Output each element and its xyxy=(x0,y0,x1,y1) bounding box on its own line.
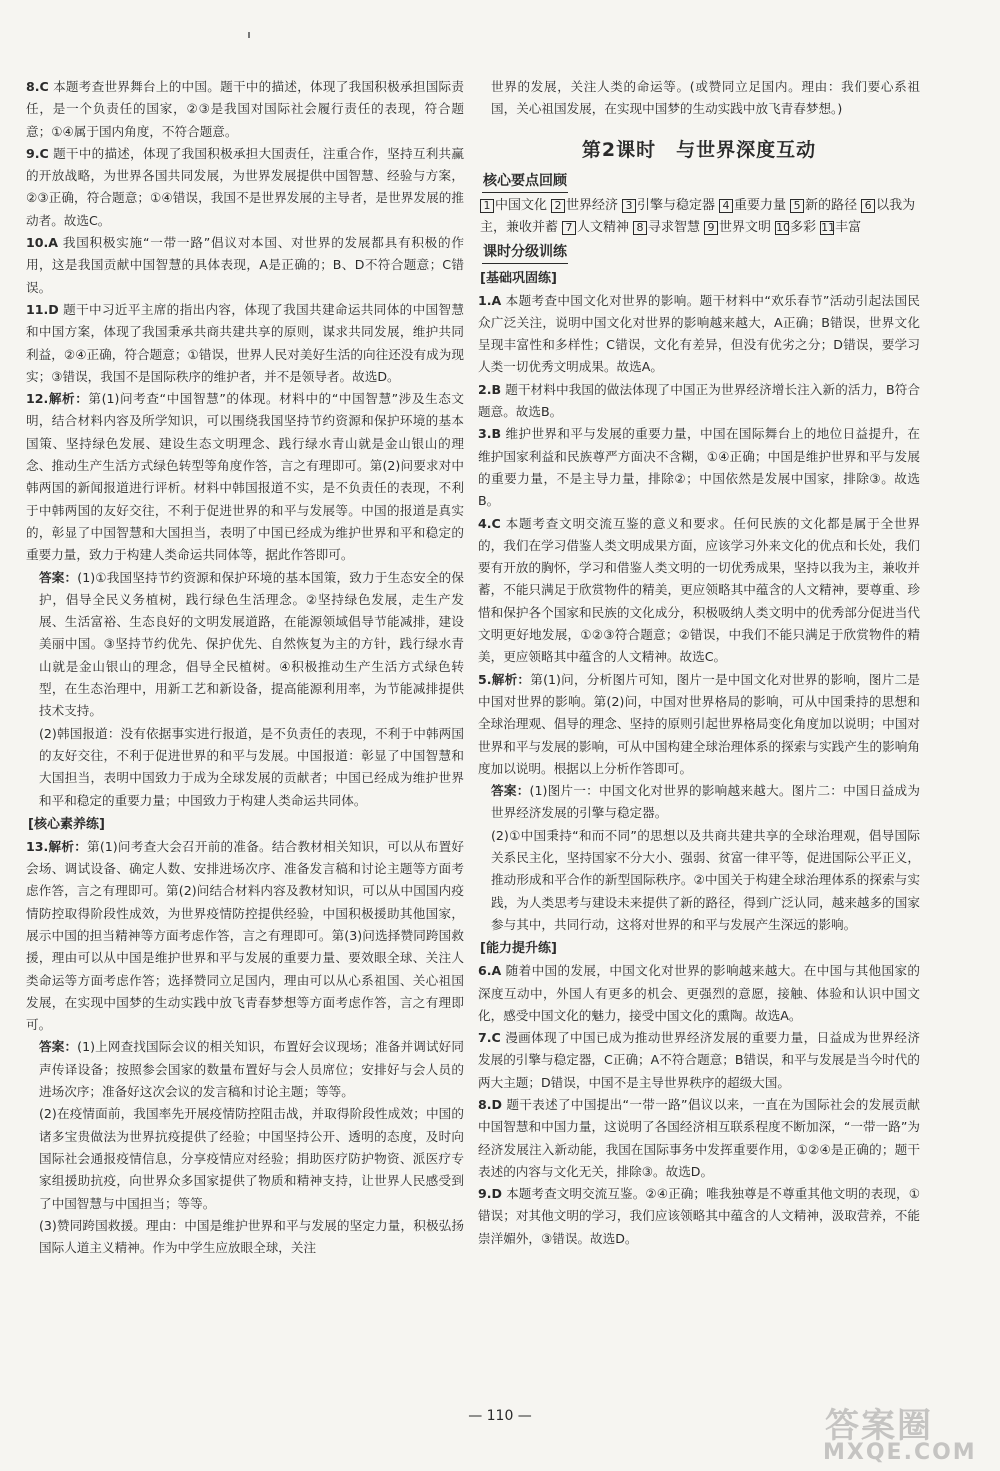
key-point-text: 以我为主，兼收并蓄 xyxy=(480,197,916,235)
answer-item-10: 10.A 我国积极实施“一带一路”倡议对本国、对世界的发展都具有积极的作用，这是我国贡献中国智慧的具体表现，A是正确的；B、D不符合题意；C错误。 xyxy=(26,235,464,295)
key-point-item xyxy=(704,220,771,235)
answer-13-continuation: 世界的发展，关注人类的命运等。(或赞同立足国内。理由：我们要心系祖国，关心祖国发展，在实现中国梦的生动实践中放飞青春梦想。) xyxy=(491,79,920,117)
answer-item-7: 7.C 漫画体现了中国已成为推动世界经济发展的重要力量，日益成为世界经济发展的引擎与稳定器，C正确；A不符合题意；B错误，和平与发展是当今时代的两大主题；D错误，中国不是主导世界秩序的超级大国。 xyxy=(478,1030,920,1090)
answer-12-part2: (2)韩国报道：没有依据事实进行报道，是不负责任的表现，不利于中韩两国的友好交往，不利于促进世界的和平与发展。中国报道：彰显了中国智慧和大国担当，表明中国致力于成为全球发展的贡献者；中国已经成为维护世界和平和稳定的重要力量；中国致力于构建人类命运共同体。 xyxy=(39,725,464,808)
key-point-number: 3 xyxy=(622,199,636,213)
answer-item-4: 4.C 本题考查文明交流互鉴的意义和要求。任何民族的文化都是属于全世界的，我们在学习借鉴人类文明成果方面，应该学习外来文化的优点和长处，我们要有开放的胸怀，学习和借鉴人类文明的一切优秀成果，坚持以我为主，兼收并蓄，不能只满足于欣赏物件的精美，更应领略其中蕴含的人文精神，要尊重、珍惜和保护各个国家和民族的文化成分，积极吸纳人类文明中的优秀部分促进当代文明更好地发展，①②③符合题意；②错误，中我们不能只满足于欣赏物件的精美，更应领略其中蕴含的人文精神。故选C。 xyxy=(478,515,920,665)
key-point-text: 新的路径 xyxy=(805,197,858,213)
key-point-item xyxy=(480,198,547,213)
key-point-text: 世界经济 xyxy=(566,197,619,213)
watermark-url: MXQE.COM xyxy=(823,1440,977,1465)
answer-item-6: 6.A 随着中国的发展，中国文化对世界的影响越来越大。在中国与其他国家的深度互动中，外国人有更多的机会、更强烈的意愿，接触、体验和认识中国文化，感受中国文化的魅力，接受中国文化的熏陶。故选A。 xyxy=(478,963,920,1023)
key-point-item xyxy=(633,220,700,235)
answer-item-1: 1.A 本题考查中国文化对世界的影响。题干材料中“欢乐春节”活动引起法国民众广泛关注，说明中国文化对世界的影响越来越大，A正确；B错误，世界文化呈现丰富性和多样性；C错误，文化有差异，但没有优劣之分；D错误，要学习人类一切优秀文明成果。故选A。 xyxy=(478,292,920,375)
training-heading: 课时分级训练 xyxy=(482,241,568,264)
answer-13-part3: (3)赞同跨国救援。理由：中国是维护世界和平与发展的坚定力量，积极弘扬国际人道主义精神。作为中学生应放眼全球，关注 xyxy=(39,1217,464,1256)
answer-item-3: 3.B 维护世界和平与发展的重要力量，中国在国际舞台上的地位日益提升，在维护国家利益和民族尊严方面决不含糊，①④正确；中国是维护世界和平与发展的重要力量，不是主导力量，排除②；中国依然是发展中国家，排除③。故选B。 xyxy=(478,426,920,509)
answer-13-part1: 答案：(1)上网查找国际会议的相关知识，布置好会议现场；准备并调试好同声传译设备；按照参会国家的数量布置好与会人员席位；安排好与会人员的进场次序；准备好这次会议的发言稿和讨论主题；等等。 xyxy=(39,1039,464,1100)
answer-5-part2: (2)①中国秉持“和而不同”的思想以及共商共建共享的全球治理观，倡导国际关系民主化，坚持国家不分大小、强弱、贫富一律平等，促进国际公平正义，推动形成和平合作的新型国际秩序。②中国关于构建全球治理体系的探索与实践，为人类思考与建设未来提供了新的路径，得到广泛认同，越来越多的国家参与其中，共同行动，这将对世界的和平与发展产生深远的影响。 xyxy=(491,827,920,932)
answer-item-2: 2.B 题干材料中我国的做法体现了中国正为世界经济增长注入新的活力，B符合题意。故选B。 xyxy=(478,381,920,420)
right-column xyxy=(478,76,920,1250)
section-basic: [基础巩固练] xyxy=(480,270,557,286)
scan-mark xyxy=(248,32,250,38)
key-point-text: 丰富 xyxy=(835,219,862,235)
key-point-number: 8 xyxy=(633,221,647,235)
answer-item-5: 5.解析：第(1)问，分析图片可知，图片一是中国文化对世界的影响，图片二是中国对世界的影响。第(2)问，中国对世界格局的影响，可从中国秉持的思想和全球治理观、倡导的理念、坚持的原则引起世界格局变化角度加以说明；中国对世界和平与发展的影响，可从中国构建全球治理体系的探索与实践产生的影响角度加以说明。根据以上分析作答即可。 xyxy=(478,671,920,776)
key-point-number: 6 xyxy=(861,199,875,213)
answer-item-9-right: 9.D 本题考查文明交流互鉴。②④正确；唯我独尊是不尊重其他文明的表现，①错误；对其他文明的学习，我们应该领略其中蕴含的人文精神，汲取营养，不能崇洋媚外，③错误。故选D。 xyxy=(478,1186,920,1246)
answer-item-13: 13.解析：第(1)问考查大会召开前的准备。结合教材相关知识，可以从布置好会场、调试设备、确定人数、安排进场次序、准备发言稿和讨论主题等方面考虑作答，言之有理即可。第(2)问结合材料内容及教材知识，可以从中国国内疫情防控取得阶段性成效，为世界疫情防控提供经验，中国积极援助其他国家，展示中国的担当精神等方面考虑作答，言之有理即可。第(3)问选择赞同跨国救援，理由可以从中国是维护世界和平与发展的重要力量、要效眼全球、关注人类命运等方面考虑作答；选择赞同立足国内，理由可以从心系祖国、关心祖国发展，在实现中国梦的生动实践中放飞青春梦想等方面考虑作答，言之有理即可。 xyxy=(26,838,465,1033)
key-point-text: 重要力量 xyxy=(734,197,787,213)
key-point-number: 11 xyxy=(821,220,836,234)
watermark-logo xyxy=(795,1398,995,1468)
key-point-number: 5 xyxy=(790,199,804,213)
key-points xyxy=(478,195,920,239)
watermark-text: 答案圈 xyxy=(825,1406,933,1446)
answer-13-part2: (2)在疫情面前，我国率先开展疫情防控阻击战，并取得阶段性成效；中国的诸多宝贵做法为世界抗疫提供了经验；中国坚持公开、透明的态度，及时向国际社会通报疫情信息，分享疫情应对经验；捐助医疗防护物资、派医疗专家组援助抗疫，向世界众多国家提供了物质和精神支持，让世界人民感受到了中国智慧与中国担当；等等。 xyxy=(39,1106,464,1211)
key-point-number: 10 xyxy=(776,220,791,234)
key-point-text: 引擎与稳定器 xyxy=(637,197,716,213)
key-point-number: 9 xyxy=(704,221,718,235)
key-point-item xyxy=(820,220,861,235)
key-point-number: 7 xyxy=(562,221,576,235)
key-point-text: 世界文明 xyxy=(719,219,772,235)
key-point-item xyxy=(622,198,715,213)
answer-item-8-right: 8.D 题干表述了中国提出“一带一路”倡议以来，一直在为国际社会的发展贡献中国智慧和中国力量，这说明了各国经济相互联系程度不断加深，“一带一路”为经济发展注入新动能，我国在国际事务中发挥重要作用，①②④是正确的；题干表述的内容与文化无关，排除③。故选D。 xyxy=(478,1096,920,1179)
key-point-item xyxy=(551,198,618,213)
answer-item-9: 9.C 题干中的描述，体现了我国积极承担大国责任，注重合作，坚持互利共赢的开放战略，为世界各国共同发展，为世界发展提供中国智慧、经验与方案，②③正确，符合题意；①④错误，我国不是世界发展的主导者，是世界发展的推动者。故选C。 xyxy=(26,145,464,228)
left-column xyxy=(26,76,464,1259)
key-point-number: 2 xyxy=(551,199,565,213)
key-point-item xyxy=(775,220,816,235)
key-point-item xyxy=(719,198,786,213)
key-point-text: 中国文化 xyxy=(495,197,548,213)
section-ability: [能力提升练] xyxy=(480,941,557,957)
page-number: — 110 — xyxy=(468,1408,532,1424)
answer-12-part1: 答案：(1)①我国坚持节约资源和保护环境的基本国策，致力于生态安全的保护，倡导全民义务植树，践行绿色生活理念。②坚持绿色发展，走生产发展、生活富裕、生态良好的文明发展道路，在能源领域倡导节能减排，建设美丽中国。③坚持节约优先、保护优先、自然恢复为主的方针，践行绿水青山就是金山银山的理念，倡导全民植树。④积极推动生产生活方式绿色转型，在生态治理中，用新工艺和新设备，提高能源利用率，为节能减排提供技术支持。 xyxy=(39,569,464,719)
key-point-text: 人文精神 xyxy=(577,219,630,235)
key-point-text: 多彩 xyxy=(790,219,817,235)
answer-5-part1: 答案：(1)图片一：中国文化对世界的影响越来越大。图片二：中国日益成为世界经济发展的引擎与稳定器。 xyxy=(491,783,920,821)
answer-item-8: 8.C 本题考查世界舞台上的中国。题干中的描述，体现了我国积极承担国际责任，是一个负责任的国家，②③是我国对国际社会履行责任的表现，符合题意；①④属于国内角度，不符合题意。 xyxy=(26,79,464,139)
key-point-number: 1 xyxy=(480,199,494,213)
key-point-item xyxy=(562,220,629,235)
answer-item-12: 12.解析：第(1)问考查“中国智慧”的体现。材料中的“中国智慧”涉及生态文明，结合材料内容及所学知识，可以围绕我国坚持节约资源和保护环境的基本国策、坚持绿色发展、建设生态文明理念、践行绿水青山就是金山银山的理念、推动生产生活方式绿色转型等角度作答，言之有理即可。第(2)问要求对中韩两国的新闻报道进行评析。材料中韩国报道不实，是不负责任的表现，不利于中韩两国的友好交往，不利于促进世界的和平与发展等。中国的报道是真实的，彰显了中国智慧和大国担当，表明了中国已经成为维护世界和平和稳定的重要力量，致力于构建人类命运共同体等，据此作答即可。 xyxy=(26,391,465,563)
section-core: [核心素养练] xyxy=(28,816,105,832)
key-point-item xyxy=(790,198,857,213)
key-point-number: 4 xyxy=(719,199,733,213)
answer-item-11: 11.D 题干中习近平主席的指出内容，体现了我国共建命运共同体的中国智慧和中国方案，体现了我国秉承共商共建共享的原则，谋求共同发展，维护共同利益，②④正确，符合题意；①错误，世界人民对美好生活的向往还没有成为现实；③错误，我国不是国际秩序的维护者，并不是领导者。故选D。 xyxy=(26,301,464,384)
key-point-text: 寻求智慧 xyxy=(648,219,701,235)
review-heading: 核心要点回顾 xyxy=(482,170,568,193)
lesson-title: 第2课时 与世界深度互动 xyxy=(581,138,817,161)
